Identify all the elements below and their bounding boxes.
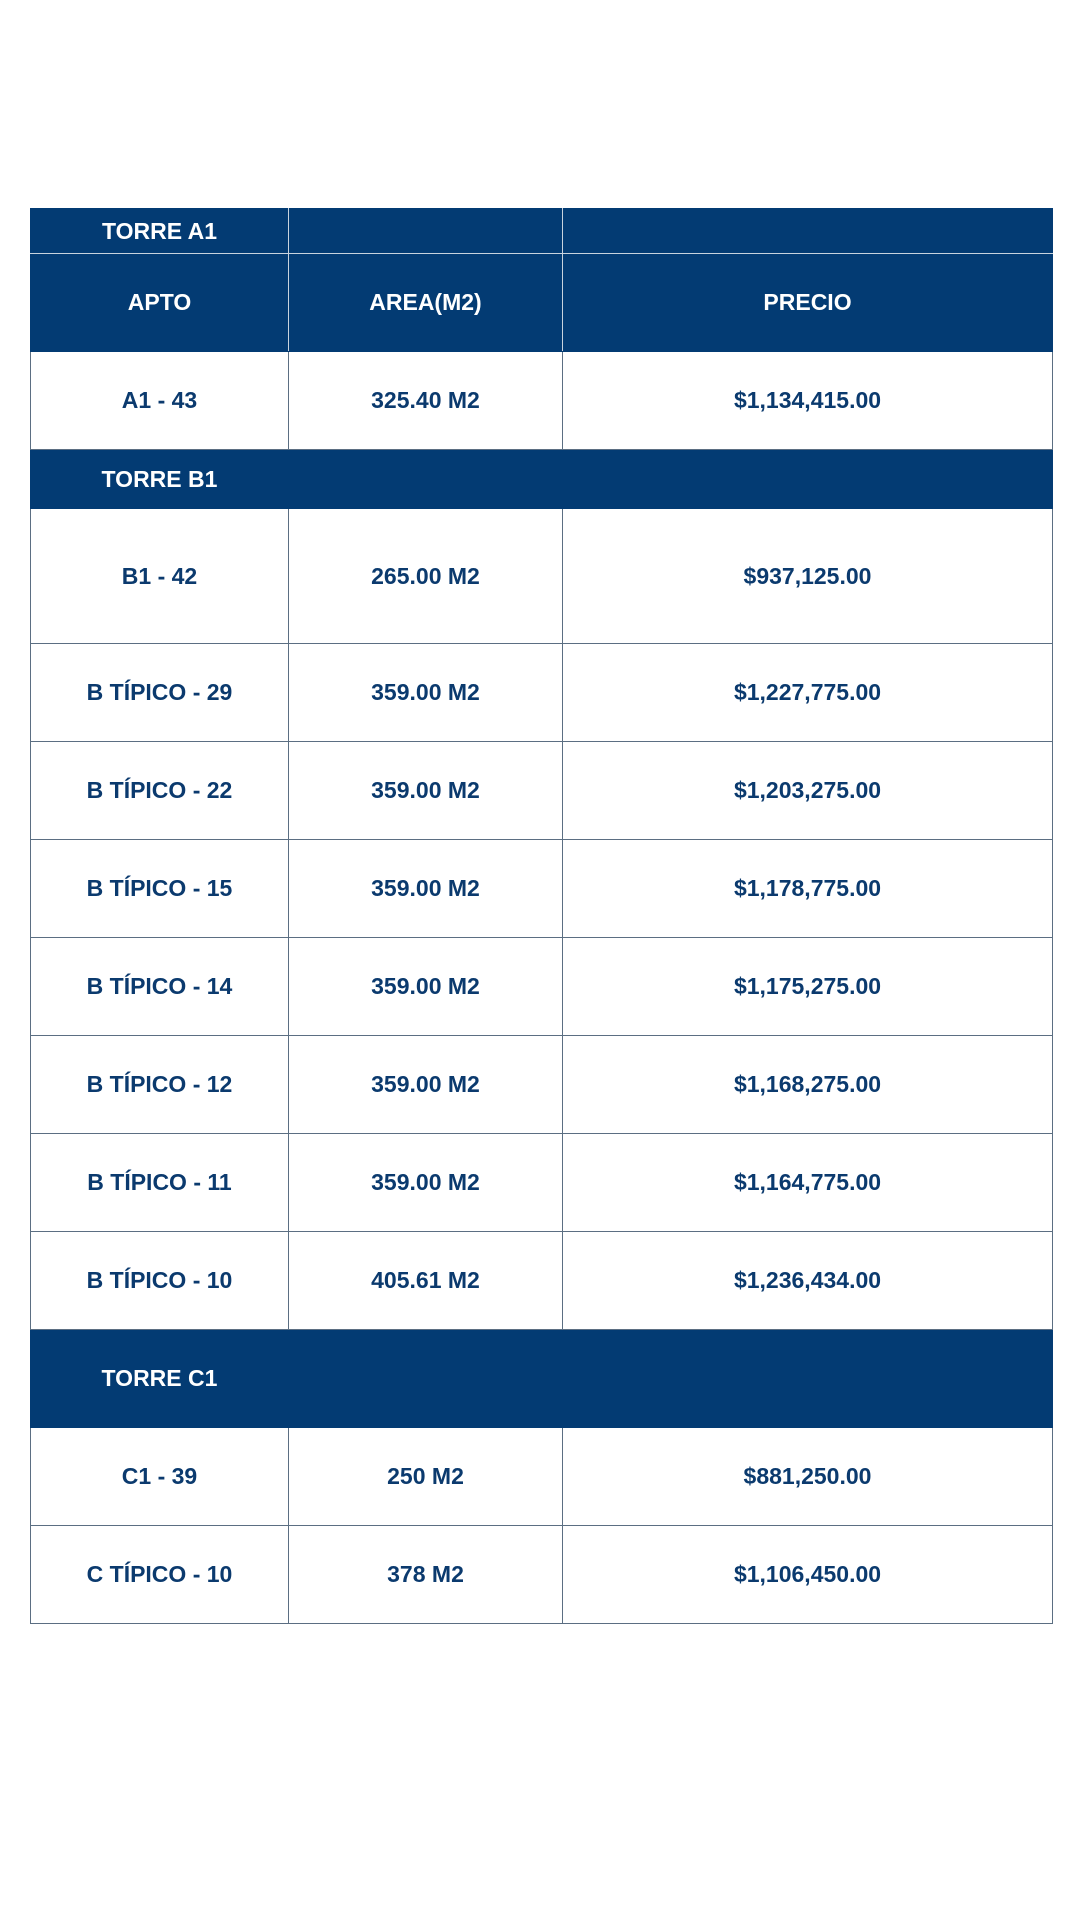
tower-header-row	[31, 450, 1053, 509]
table-row	[31, 1134, 1053, 1232]
apto-cell: B TÍPICO - 11	[31, 1134, 289, 1232]
precio-cell: $1,168,275.00	[563, 1036, 1053, 1134]
apto-cell: B TÍPICO - 10	[31, 1232, 289, 1330]
tower-header-blank	[289, 450, 563, 509]
apto-cell: A1 - 43	[31, 352, 289, 450]
precio-cell: $1,178,775.00	[563, 840, 1053, 938]
precio-cell: $1,203,275.00	[563, 742, 1053, 840]
table-row	[31, 644, 1053, 742]
area-cell: 359.00 M2	[289, 1036, 563, 1134]
apto-cell: C TÍPICO - 10	[31, 1526, 289, 1624]
price-table	[30, 208, 1053, 1624]
area-cell: 359.00 M2	[289, 1134, 563, 1232]
table-row	[31, 1428, 1053, 1526]
table-row	[31, 840, 1053, 938]
column-header-area: AREA(M2)	[289, 254, 563, 352]
tower-header-blank	[289, 209, 563, 254]
table-row	[31, 1232, 1053, 1330]
tower-header-row	[31, 209, 1053, 254]
apto-cell: B TÍPICO - 12	[31, 1036, 289, 1134]
column-header-apto: APTO	[31, 254, 289, 352]
column-header-precio: PRECIO	[563, 254, 1053, 352]
table-row	[31, 509, 1053, 644]
table-row	[31, 1526, 1053, 1624]
tower-name: TORRE C1	[31, 1330, 289, 1428]
precio-cell: $881,250.00	[563, 1428, 1053, 1526]
tower-header-row	[31, 1330, 1053, 1428]
tower-header-blank	[563, 1330, 1053, 1428]
tower-header-blank	[563, 450, 1053, 509]
column-header-row	[31, 254, 1053, 352]
precio-cell: $1,236,434.00	[563, 1232, 1053, 1330]
apto-cell: C1 - 39	[31, 1428, 289, 1526]
table-row	[31, 938, 1053, 1036]
tower-header-blank	[563, 209, 1053, 254]
table-row	[31, 352, 1053, 450]
area-cell: 359.00 M2	[289, 742, 563, 840]
area-cell: 250 M2	[289, 1428, 563, 1526]
tower-header-blank	[289, 1330, 563, 1428]
area-cell: 265.00 M2	[289, 509, 563, 644]
tower-name: TORRE A1	[31, 209, 289, 254]
apto-cell: B TÍPICO - 14	[31, 938, 289, 1036]
apto-cell: B TÍPICO - 15	[31, 840, 289, 938]
precio-cell: $1,175,275.00	[563, 938, 1053, 1036]
area-cell: 325.40 M2	[289, 352, 563, 450]
apto-cell: B TÍPICO - 22	[31, 742, 289, 840]
area-cell: 359.00 M2	[289, 938, 563, 1036]
precio-cell: $1,227,775.00	[563, 644, 1053, 742]
table-row	[31, 742, 1053, 840]
tower-name: TORRE B1	[31, 450, 289, 509]
apto-cell: B TÍPICO - 29	[31, 644, 289, 742]
apto-cell: B1 - 42	[31, 509, 289, 644]
area-cell: 378 M2	[289, 1526, 563, 1624]
precio-cell: $1,106,450.00	[563, 1526, 1053, 1624]
precio-cell: $937,125.00	[563, 509, 1053, 644]
table-row	[31, 1036, 1053, 1134]
area-cell: 359.00 M2	[289, 644, 563, 742]
precio-cell: $1,134,415.00	[563, 352, 1053, 450]
area-cell: 405.61 M2	[289, 1232, 563, 1330]
area-cell: 359.00 M2	[289, 840, 563, 938]
precio-cell: $1,164,775.00	[563, 1134, 1053, 1232]
